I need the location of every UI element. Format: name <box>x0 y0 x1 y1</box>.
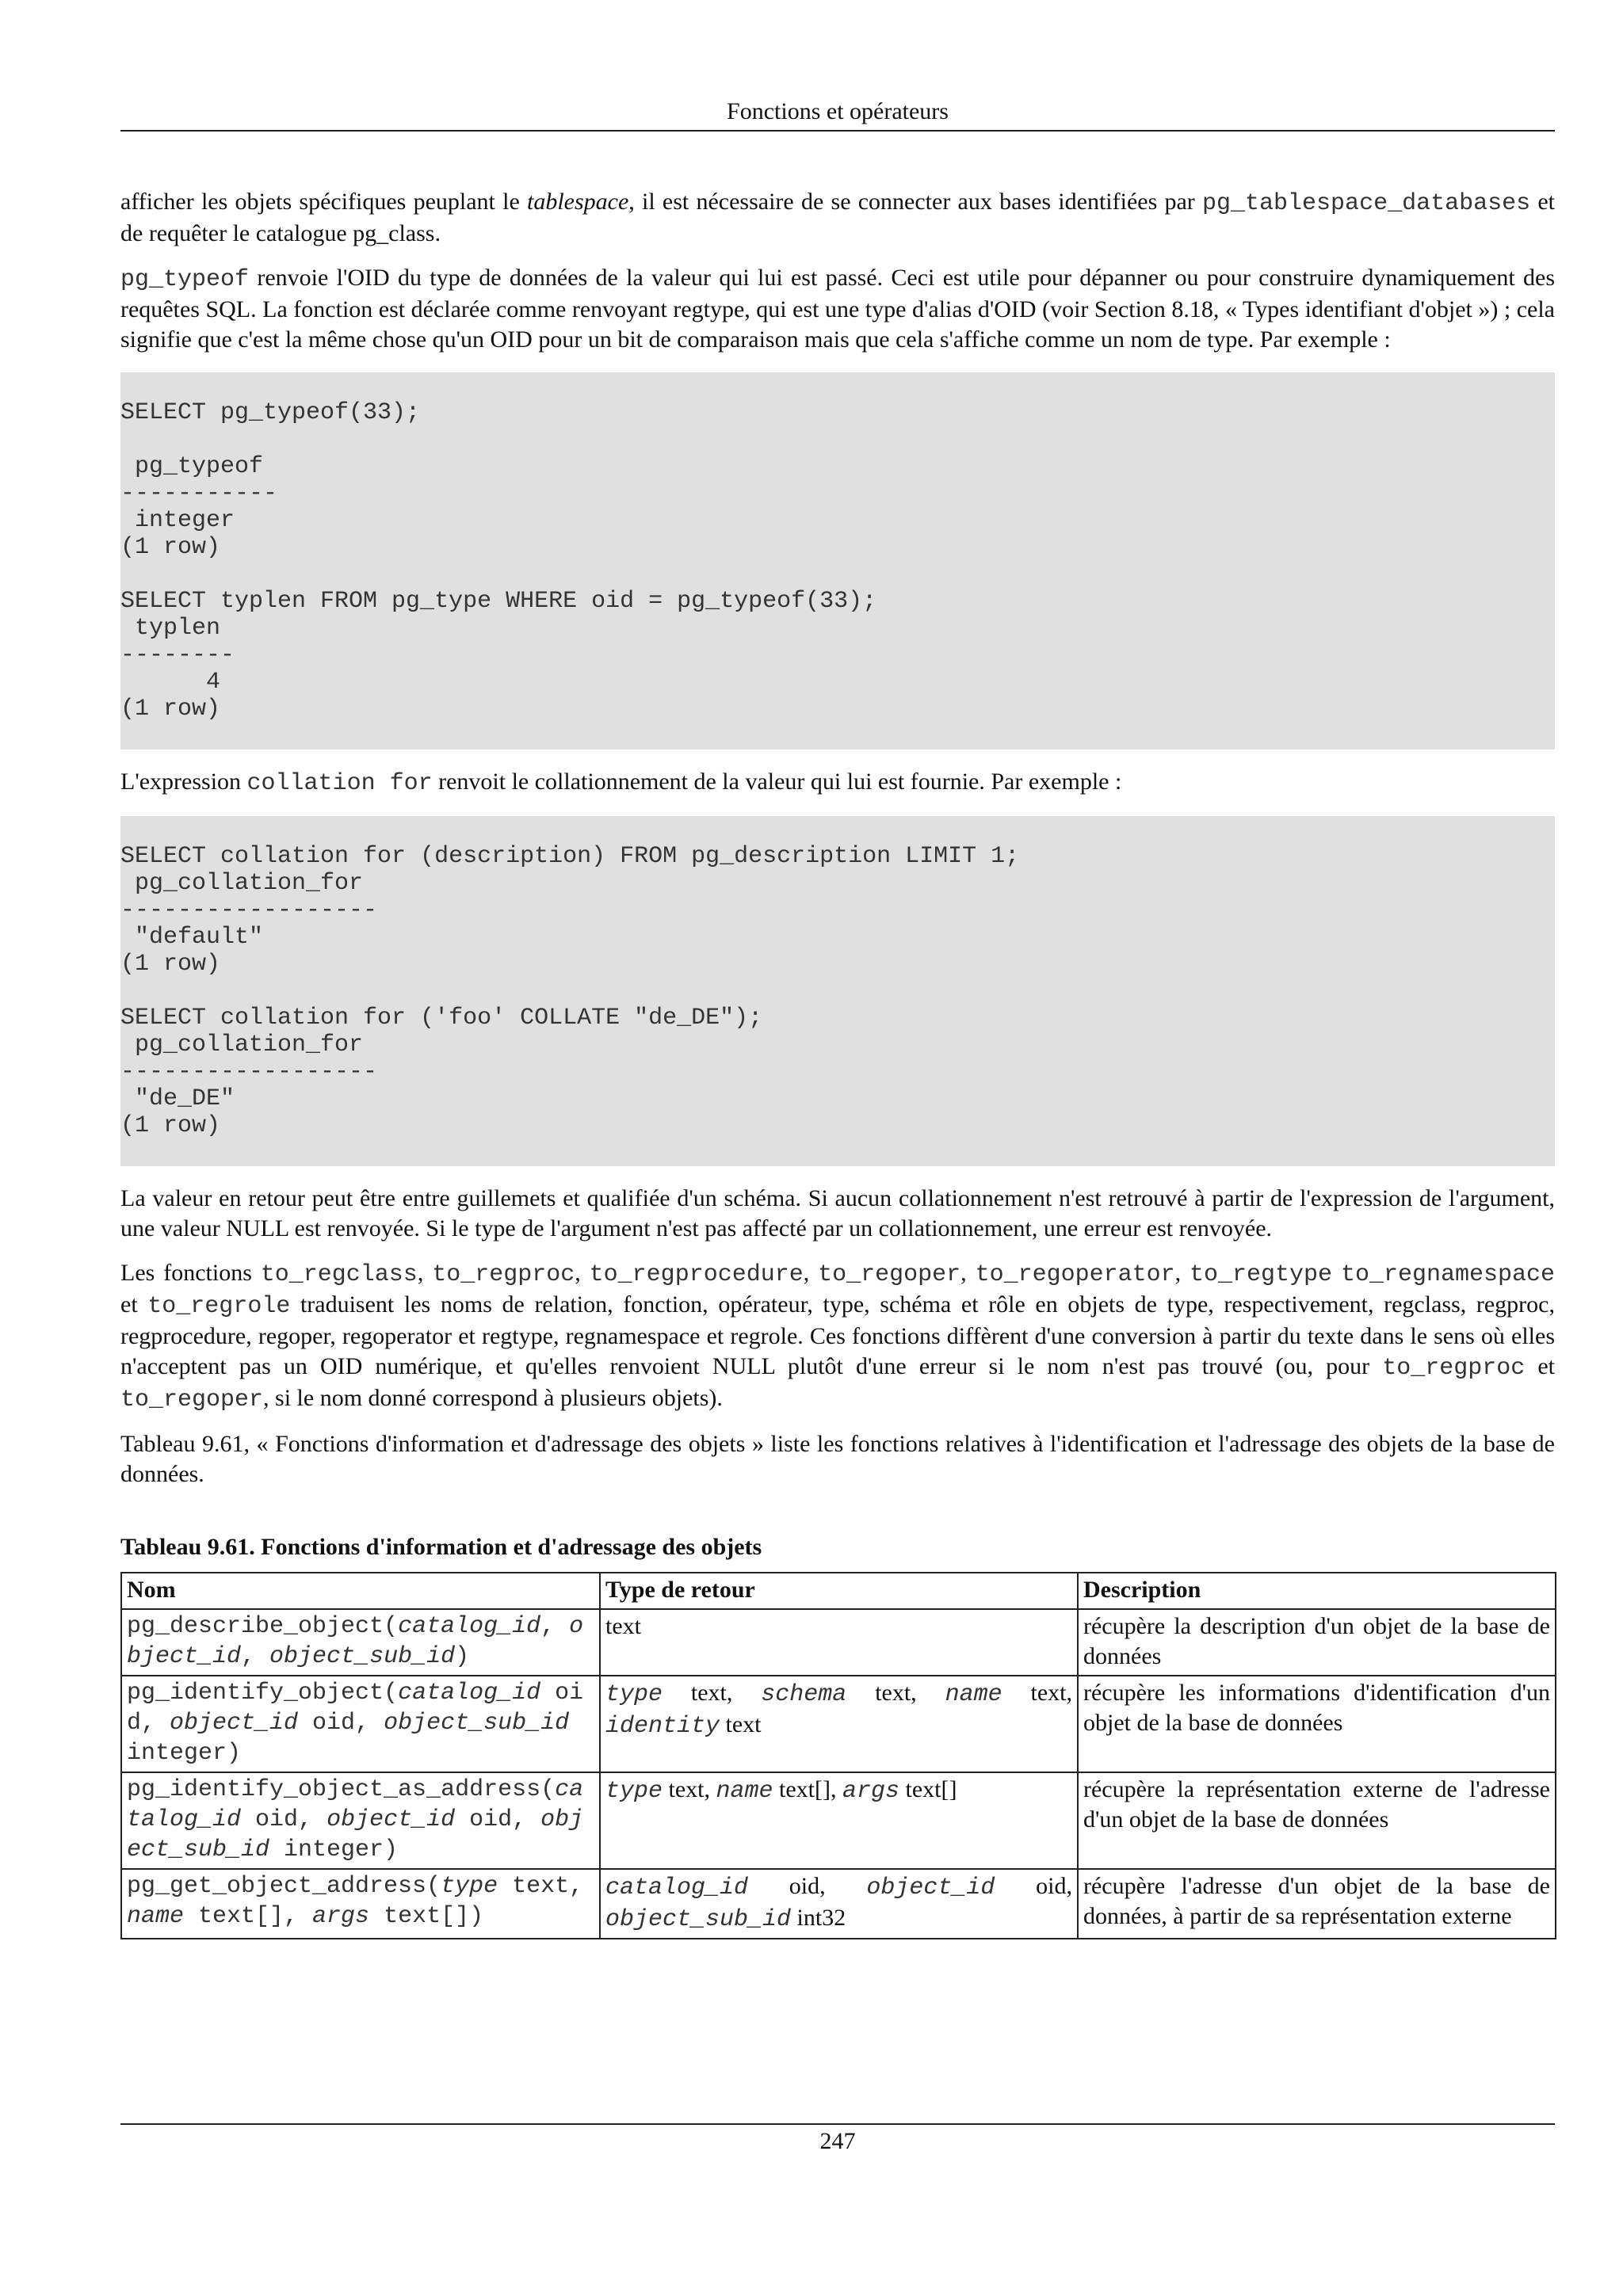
text: text[], <box>184 1903 313 1930</box>
return-type <box>600 1609 1078 1676</box>
text: , si le nom donné correspond à plusieurs objets). <box>263 1385 723 1411</box>
page-body <box>120 187 1555 1939</box>
return-type <box>600 1869 1078 1939</box>
text: text, <box>846 1680 945 1706</box>
function-description: récupère la représentation externe de l'adresse d'un objet de la base de données <box>1078 1772 1556 1869</box>
table-row <box>121 1772 1556 1869</box>
text: et <box>1525 1353 1556 1379</box>
text <box>1332 1260 1341 1286</box>
text: int32 <box>791 1905 846 1931</box>
table-title: Tableau 9.61. Fonctions d'information et d'adressage des objets <box>120 1534 762 1560</box>
inline-code: collation for <box>246 770 433 797</box>
text: afficher les objets spécifiques peuplant le <box>120 189 527 215</box>
field-name: object_sub_id <box>605 1906 792 1933</box>
text: text <box>605 1613 641 1639</box>
text: traduisent les noms de relation, fonction, opérateur, type, schéma et rôle en objets de type, respectivement, regclass, regproc, regprocedure, regoper, regoperator et regtype, regnamespace et regrole. Ces fonctions diffèrent d'une conversion à partir du texte dans le sens où elles n'acceptent pas un OID numérique, et qu'elles renvoient NULL plutôt d'une erreur si le nom n'est pas trouvé (ou, pour <box>120 1291 1555 1379</box>
return-type <box>600 1772 1078 1869</box>
field-name: catalog_id <box>605 1875 749 1901</box>
parameter: object_sub_id <box>127 1806 584 1863</box>
function-signature <box>121 1609 600 1676</box>
column-header-description: Description <box>1078 1573 1556 1609</box>
function-name: pg_identify_object( <box>127 1680 399 1707</box>
text: , <box>1174 1260 1190 1286</box>
emphasis: tablespace <box>527 189 629 215</box>
field-name: type <box>605 1778 663 1805</box>
text: , il est nécessaire de se connecter aux bases identifiées par <box>628 189 1203 215</box>
field-name: schema <box>761 1681 847 1708</box>
inline-code: to_regprocedure <box>589 1261 804 1288</box>
running-header: Fonctions et opérateurs <box>120 93 1555 132</box>
return-type <box>600 1676 1078 1772</box>
code-example-collation-for: SELECT collation for (description) FROM pg_description LIMIT 1; pg_collation_for ------------------ "default" (1 row) SELECT collation for ('foo' COLLATE "de_DE"); pg_collation_for ------------------ "de_DE" (1 row) <box>120 816 1555 1166</box>
footer-divider <box>120 2123 1555 2125</box>
parameter: object_id <box>327 1806 456 1833</box>
function-signature <box>121 1676 600 1772</box>
field-name: name <box>945 1681 1002 1708</box>
parameter: object_sub_id <box>269 1643 456 1670</box>
field-name: identity <box>605 1713 720 1740</box>
text: renvoie l'OID du type de données de la valeur qui lui est passé. Ceci est utile pour dépanner ou pour construire dynamiquement des requêtes SQL. La fonction est déclarée comme renvoyant regtype, qui est une type d'alias d'OID (voir Section 8.18, « Types identifiant d'objet ») ; cela signifie que c'est la même chose qu'un OID pour un bit de comparaison mais que cela s'affiche comme un nom de type. Par exemple : <box>120 265 1555 353</box>
parameter: catalog_id <box>127 1776 584 1833</box>
function-name: pg_describe_object( <box>127 1613 399 1640</box>
function-name: pg_get_object_address( <box>127 1873 441 1900</box>
text: oid, <box>127 1680 584 1737</box>
inline-code: to_regproc <box>1382 1355 1526 1382</box>
text: , <box>803 1260 819 1286</box>
inline-code: to_regclass <box>260 1261 418 1288</box>
code-example-pg-typeof: SELECT pg_typeof(33); pg_typeof ----------- integer (1 row) SELECT typlen FROM pg_type WHERE oid = pg_typeof(33); typlen -------- 4 (1 row) <box>120 372 1555 749</box>
text: integer) <box>269 1836 399 1863</box>
text: text <box>720 1711 762 1737</box>
text: Les fonctions <box>120 1260 261 1286</box>
text: renvoit le collationnement de la valeur qui lui est fournie. Par exemple : <box>432 769 1122 795</box>
parameter: catalog_id <box>398 1613 541 1640</box>
inline-code: to_regnamespace <box>1340 1261 1555 1288</box>
text: integer) <box>127 1740 242 1767</box>
text: et de requêter le catalogue pg_class. <box>120 189 1555 246</box>
text: oid, <box>298 1710 384 1737</box>
parameter: args <box>312 1903 370 1930</box>
function-description: récupère les informations d'identification d'un objet de la base de données <box>1078 1676 1556 1772</box>
text: oid, <box>455 1806 541 1833</box>
table-row <box>121 1609 1556 1676</box>
text: text[] <box>899 1776 957 1802</box>
inline-code: to_regoper <box>818 1261 961 1288</box>
page-number: 247 <box>819 2128 856 2154</box>
text: text[], <box>773 1776 842 1802</box>
paragraph-collation-for <box>120 767 1555 799</box>
parameter: type <box>441 1873 498 1900</box>
paragraph-tablespace <box>120 187 1555 249</box>
inline-code: to_regtype <box>1190 1261 1333 1288</box>
text: text, <box>663 1776 716 1802</box>
text: ) <box>455 1643 470 1670</box>
inline-code: pg_typeof <box>120 266 250 293</box>
table-header-row <box>121 1573 1556 1609</box>
text: text, <box>498 1873 584 1900</box>
parameter: object_sub_id <box>384 1710 570 1737</box>
paragraph-to-reg-functions <box>120 1258 1555 1415</box>
function-signature <box>121 1772 600 1869</box>
paragraph-return-value: La valeur en retour peut être entre guillemets et qualifiée d'un schéma. Si aucun collationnement n'est retrouvé à partir de l'expression de l'argument, une valeur NULL est renvoyée. Si le type de l'argument n'est pas affecté par un collationnement, une erreur est renvoyée. <box>120 1185 1555 1241</box>
text: et <box>120 1291 148 1318</box>
paragraph-pg-typeof <box>120 263 1555 355</box>
inline-code: to_regoperator <box>975 1261 1175 1288</box>
parameter: name <box>127 1903 185 1930</box>
text: , <box>540 1613 570 1640</box>
function-signature <box>121 1869 600 1939</box>
text: oid, <box>995 1873 1072 1899</box>
parameter: catalog_id <box>398 1680 541 1707</box>
text: , <box>417 1260 433 1286</box>
text: text, <box>663 1680 762 1706</box>
parameter: object_id <box>170 1710 299 1737</box>
column-header-nom: Nom <box>121 1573 600 1609</box>
text: , <box>575 1260 590 1286</box>
column-header-type-de-retour: Type de retour <box>600 1573 1078 1609</box>
field-name: type <box>605 1681 663 1708</box>
inline-code: to_regproc <box>432 1261 575 1288</box>
function-description: récupère l'adresse d'un objet de la base de données, à partir de sa représentation externe <box>1078 1869 1556 1939</box>
function-name: pg_identify_object_as_address( <box>127 1776 556 1803</box>
text: text[]) <box>369 1903 484 1930</box>
field-name: object_id <box>866 1875 995 1901</box>
field-name: args <box>842 1778 900 1805</box>
inline-code: to_regrole <box>147 1293 291 1320</box>
field-name: name <box>716 1778 773 1805</box>
object-functions-table <box>120 1572 1556 1939</box>
text: , <box>241 1643 270 1670</box>
table-row <box>121 1869 1556 1939</box>
parameter: object_id <box>127 1613 584 1670</box>
function-description: récupère la description d'un objet de la base de données <box>1078 1609 1556 1676</box>
document-page <box>120 0 1555 2296</box>
inline-code: pg_tablespace_databases <box>1202 190 1531 217</box>
text: , <box>960 1260 976 1286</box>
text: oid, <box>748 1873 867 1899</box>
text: text, <box>1002 1680 1072 1706</box>
inline-code: to_regoper <box>120 1386 264 1413</box>
text: oid, <box>241 1806 327 1833</box>
table-row <box>121 1676 1556 1772</box>
text: L'expression <box>120 769 247 795</box>
paragraph-table-intro: Tableau 9.61, « Fonctions d'information et d'adressage des objets » liste les fonctions relatives à l'identification et l'adressage des objets de la base de données. <box>120 1431 1555 1487</box>
